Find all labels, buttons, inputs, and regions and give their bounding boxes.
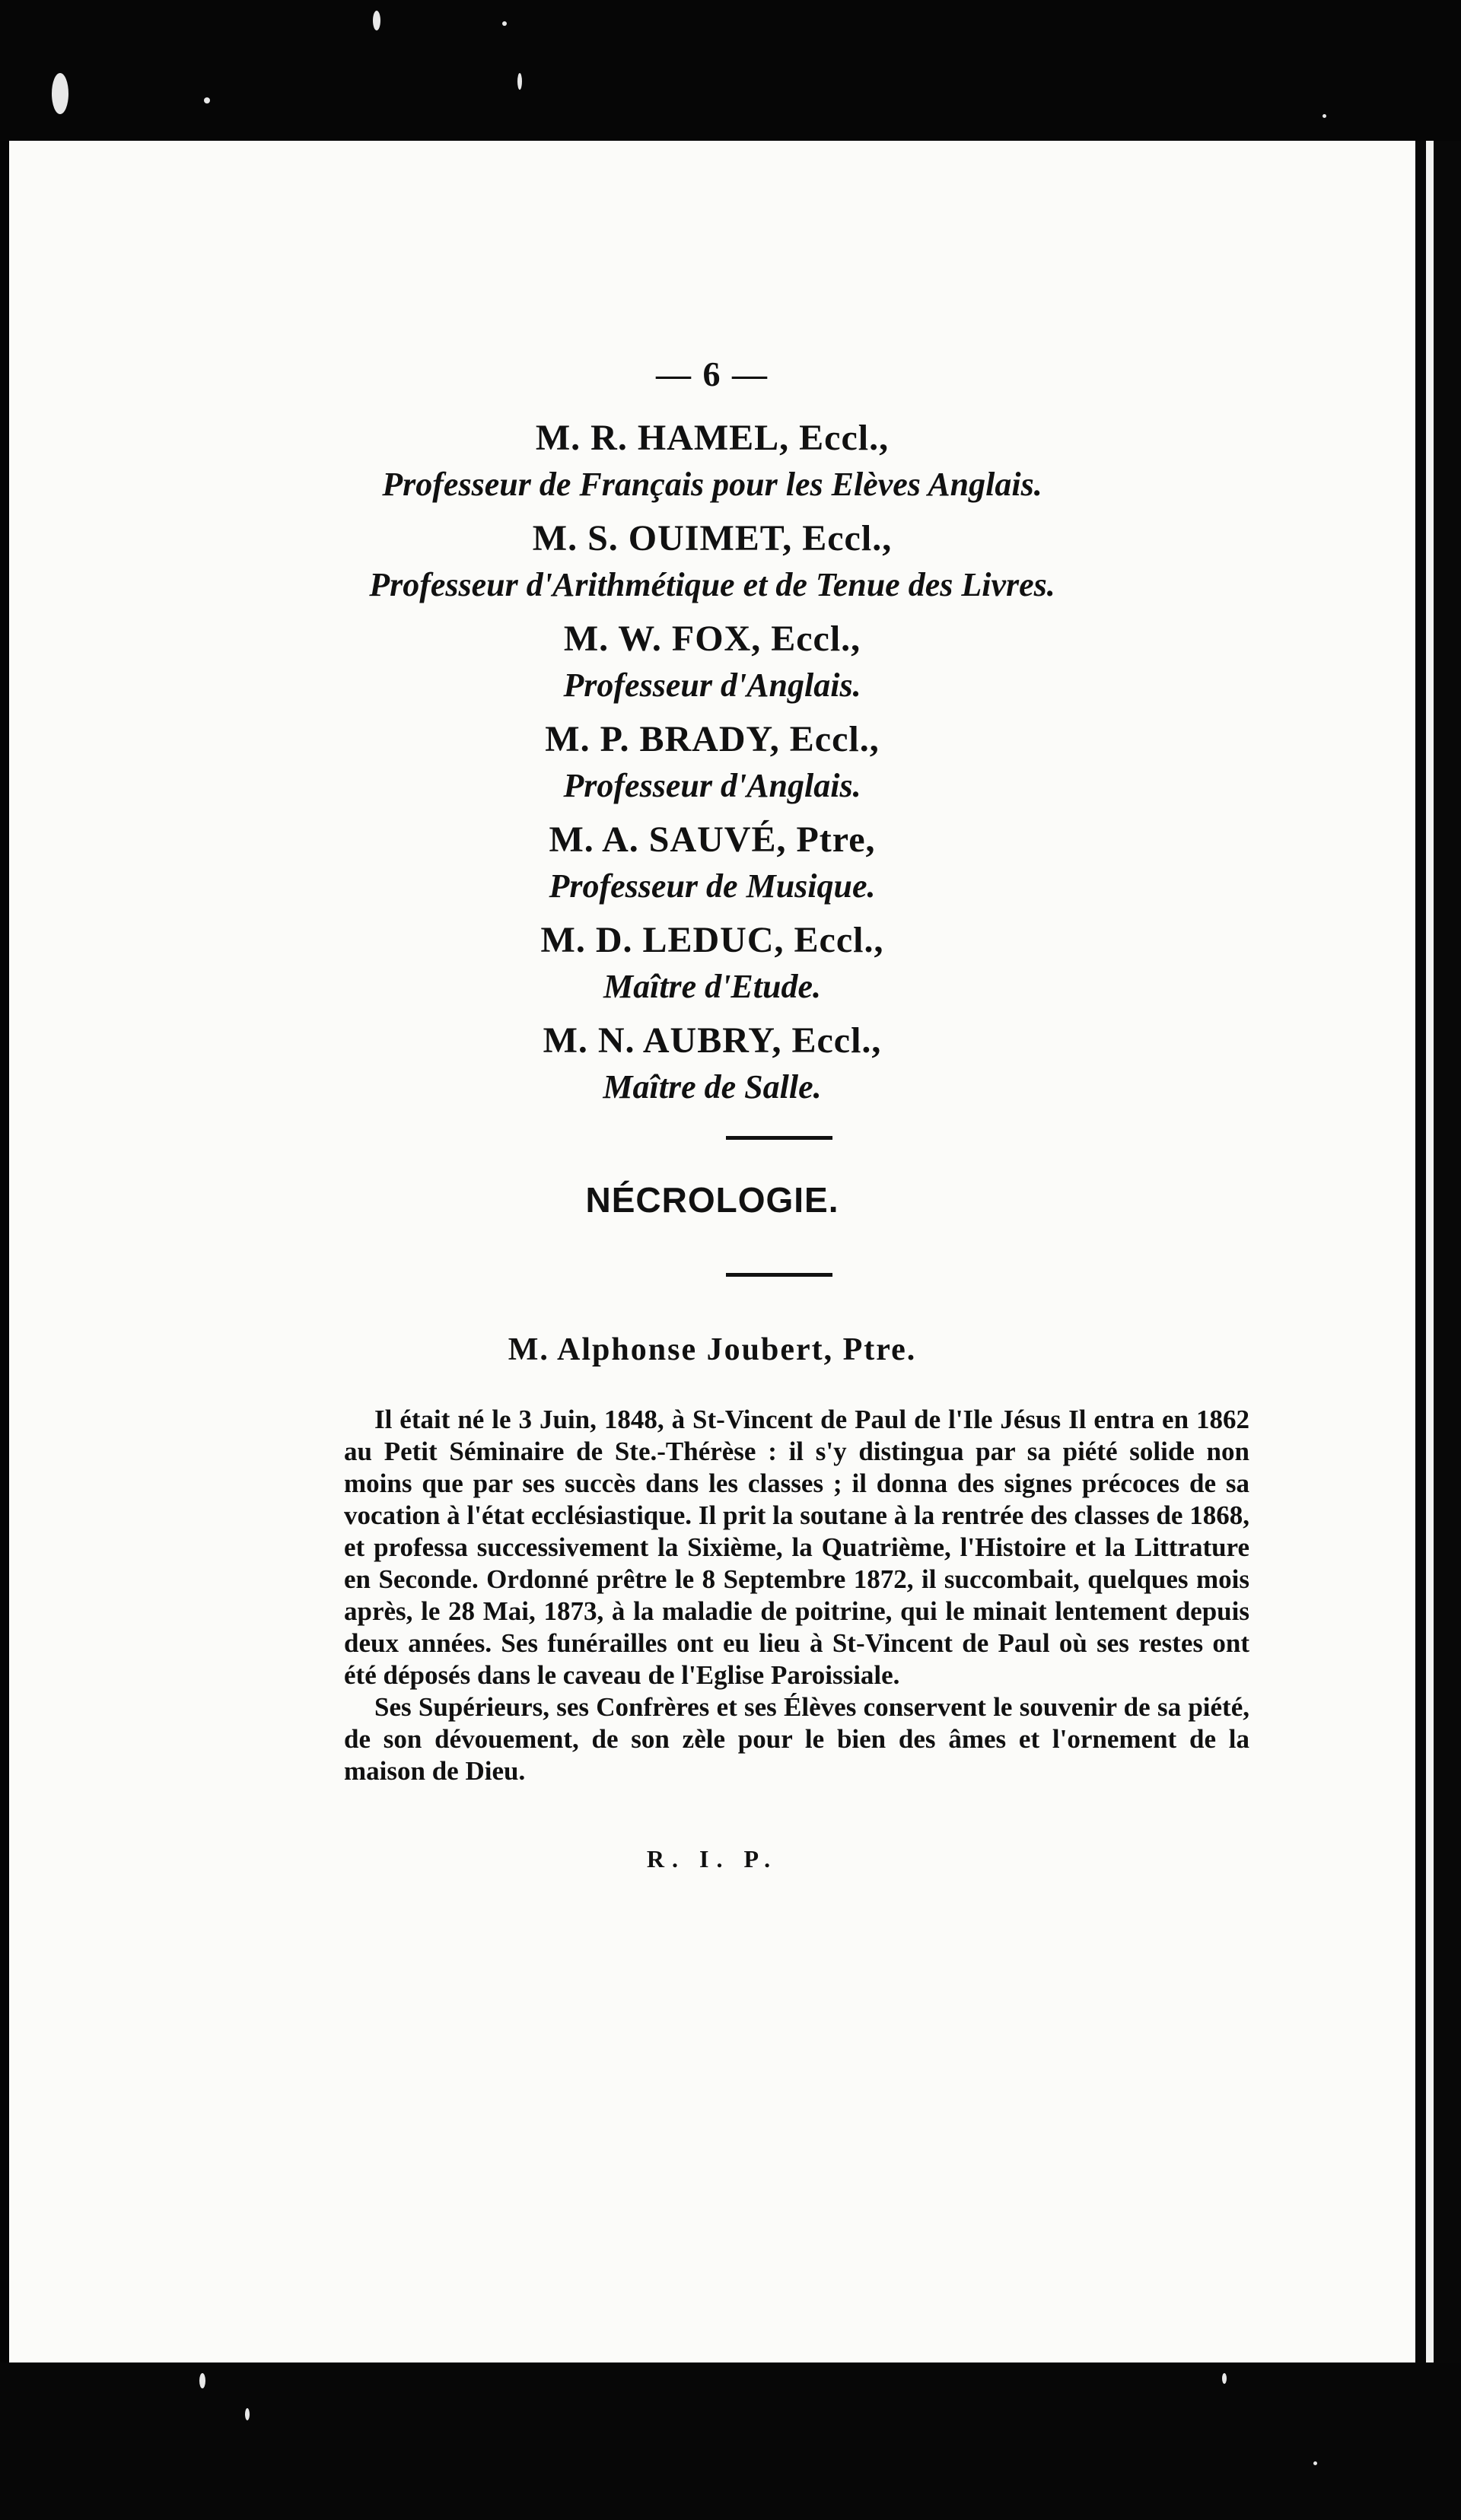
section-divider-top xyxy=(726,1136,832,1140)
document-page xyxy=(9,141,1415,2362)
staff-entry xyxy=(9,415,1415,508)
staff-role: Professeur d'Anglais. xyxy=(563,667,861,704)
scan-speck xyxy=(1222,2373,1227,2384)
staff-name: M. A. SAUVÉ, Ptre, xyxy=(549,819,876,860)
staff-name: M. W. FOX, Eccl., xyxy=(563,619,861,659)
scan-speck xyxy=(373,11,380,30)
scan-speck xyxy=(199,2373,205,2388)
staff-entry xyxy=(9,515,1415,608)
obituary-closing: R. I. P. xyxy=(646,1845,778,1873)
staff-entry xyxy=(9,716,1415,809)
obituary-heading: M. Alphonse Joubert, Ptre. xyxy=(508,1332,917,1367)
obituary-paragraph: Il était né le 3 Juin, 1848, à St-Vincent de Paul de l'Ile Jésus Il entra en 1862 au Petit Séminaire de Ste.-Thérèse : il s'y distingua par sa piété solide non moins que par ses succès dans les classes ; il donna des signes précoces de sa vocation à l'état ecclésiastique. Il prit la soutane à la rentrée des classes de 1868, et professa successivement la Sixième, la Quatrième, l'Histoire et la Littrature en Seconde. Ordonné prêtre le 8 Septembre 1872, il succombait, quelques mois après, le 28 Mai, 1873, à la maladie de poitrine, qui le minait lentement depuis deux années. Ses funérailles ont eu lieu à St-Vincent de Paul où ses restes ont été déposés dans le caveau de l'Eglise Paroissiale. xyxy=(344,1405,1249,1690)
adjacent-page-edge xyxy=(1426,141,1434,2362)
staff-role: Professeur d'Arithmétique et de Tenue des Livres. xyxy=(369,566,1055,603)
scan-speck xyxy=(502,21,507,26)
staff-role: Maître de Salle. xyxy=(603,1068,822,1106)
staff-name: M. N. AUBRY, Eccl., xyxy=(543,1020,882,1061)
scan-speck xyxy=(517,73,522,90)
scan-speck xyxy=(204,97,210,103)
obituary-body xyxy=(344,1404,1249,1787)
staff-role: Professeur de Français pour les Elèves Anglais. xyxy=(382,466,1042,503)
staff-entry xyxy=(9,616,1415,708)
page-content xyxy=(9,141,1415,2362)
staff-name: M. S. OUIMET, Eccl., xyxy=(532,518,893,558)
scan-top-border xyxy=(0,0,1461,141)
staff-list xyxy=(9,415,1415,1118)
staff-entry xyxy=(9,1017,1415,1110)
scan-speck xyxy=(245,2408,250,2420)
staff-name: M. R. HAMEL, Eccl., xyxy=(535,418,890,458)
staff-name: M. P. BRADY, Eccl., xyxy=(545,719,880,759)
scan-speck xyxy=(52,73,68,114)
page-number: — 6 — xyxy=(656,355,769,393)
scan-speck xyxy=(1313,2461,1317,2465)
scan-right-edge xyxy=(1415,141,1461,2362)
staff-entry xyxy=(9,816,1415,909)
section-title: NÉCROLOGIE. xyxy=(585,1180,839,1220)
staff-role: Maître d'Etude. xyxy=(603,968,822,1005)
staff-name: M. D. LEDUC, Eccl., xyxy=(540,920,884,960)
scan-speck xyxy=(1323,114,1326,118)
staff-role: Professeur de Musique. xyxy=(549,867,876,905)
obituary-paragraph: Ses Supérieurs, ses Confrères et ses Élèves conservent le souvenir de sa piété, de son dévouement, de son zèle pour le bien des âmes et l'ornement de la maison de Dieu. xyxy=(344,1692,1249,1786)
section-divider-bottom xyxy=(726,1273,832,1277)
staff-entry xyxy=(9,917,1415,1010)
staff-role: Professeur d'Anglais. xyxy=(563,767,861,804)
scan-bottom-border xyxy=(0,2362,1461,2520)
